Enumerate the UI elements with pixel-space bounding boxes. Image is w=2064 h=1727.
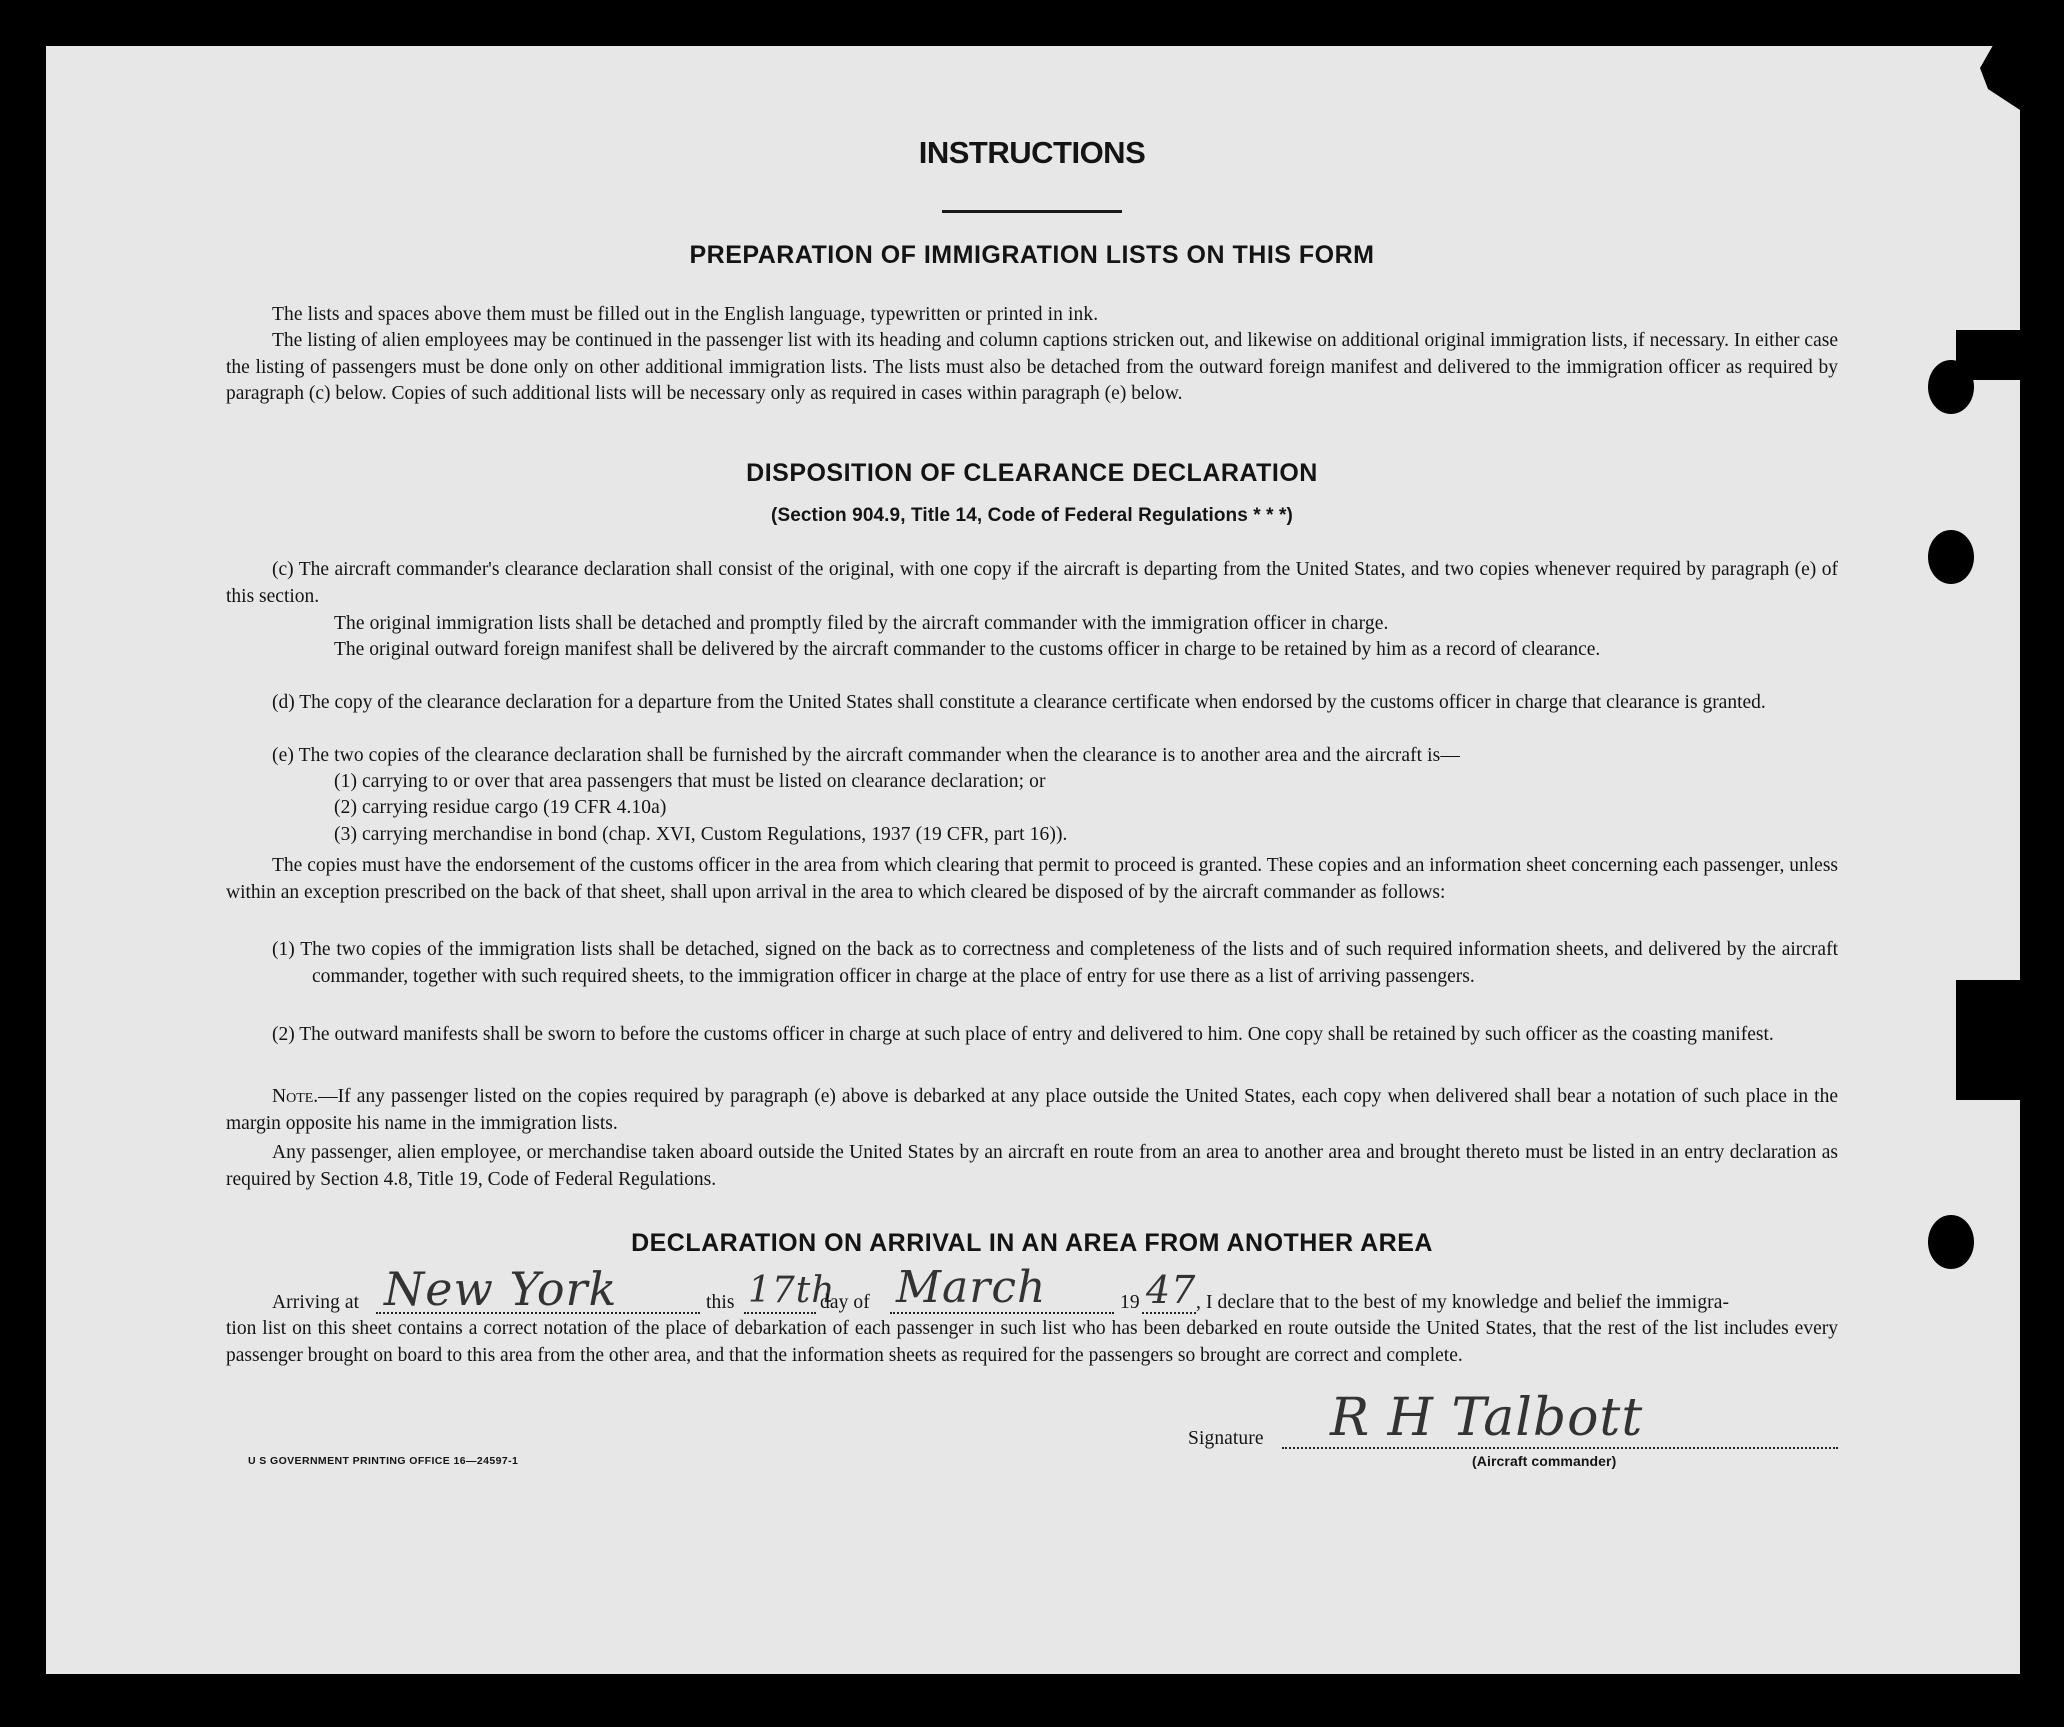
- section-heading: DECLARATION ON ARRIVAL IN AN AREA FROM ANOTHER AREA: [631, 1229, 1433, 1257]
- note-label: Note.: [272, 1086, 319, 1107]
- section-heading: DISPOSITION OF CLEARANCE DECLARATION: [746, 459, 1318, 487]
- list-item: (1) carrying to or over that area passengers that must be listed on clearance declaration; or: [334, 771, 1046, 792]
- page-title: INSTRUCTIONS: [918, 135, 1146, 170]
- arriving-at-value: New York: [384, 1262, 618, 1316]
- list-item: (3) carrying merchandise in bond (chap. XVI, Custom Regulations, 1937 (19 CFR, part 16)).: [334, 824, 1068, 845]
- month-value: March: [896, 1262, 1047, 1313]
- paragraph: (e) The two copies of the clearance declaration shall be furnished by the aircraft commander when the clearance is to another area and the aircraft is—: [272, 745, 1460, 766]
- signature-value: R H Talbott: [1330, 1388, 1644, 1448]
- paragraph: Any passenger, alien employee, or merchandise taken aboard outside the United States by an aircraft en route from an area to another area and brought thereto must be listed in an entry declaration as required by Section 4.8, Title 19, Code of Federal Regulations.: [226, 1142, 1838, 1190]
- list-item: (2) The outward manifests shall be sworn to before the customs officer in charge at such place of entry and delivered to him. One copy shall be retained by such officer as the coasting manifest.: [272, 1024, 1774, 1045]
- this-label: this: [706, 1292, 735, 1313]
- signature-caption: (Aircraft commander): [1472, 1453, 1617, 1469]
- signature-label: Signature: [1188, 1428, 1264, 1449]
- list-item: (1) The two copies of the immigration lists shall be detached, signed on the back as to correctness and completeness of the lists and of such required information sheets, and delivered by the aircraft commander, together with such required sheets, to the immigration officer in charge at the place of entry for use there as a list of arriving passengers.: [272, 939, 1838, 987]
- year-blank: [1142, 1312, 1196, 1314]
- paragraph: (c) The aircraft commander's clearance declaration shall consist of the original, with one copy if the aircraft is departing from the United States, and two copies whenever required by paragraph (e) of this section.: [226, 559, 1838, 607]
- paragraph: The copies must have the endorsement of the customs officer in the area from which clearing that permit to proceed is granted. These copies and an information sheet concerning each passenger, unless within an exception prescribed on the back of that sheet, shall upon arrival in the area to which cleared be disposed of by the aircraft commander as follows:: [226, 855, 1838, 903]
- note-paragraph: [226, 1084, 1838, 1137]
- declaration-text: tion list on this sheet contains a correct notation of the place of debarkation of each passenger in such list who has been debarked en route outside the United States, that the rest of the list includes every passenger brought on board to this area from the other area, and that the information sheets as required for the passengers so brought are correct and complete.: [226, 1318, 1838, 1366]
- declaration-text: , I declare that to the best of my knowledge and belief the immigra-: [1196, 1292, 1730, 1313]
- paragraph: The lists and spaces above them must be filled out in the English language, typewritten or printed in ink.: [272, 304, 1099, 325]
- paragraph: (d) The copy of the clearance declaration for a departure from the United States shall constitute a clearance certificate when endorsed by the customs officer in charge that clearance is granted.: [272, 692, 1766, 713]
- year-prefix: 19: [1120, 1292, 1140, 1313]
- day-of-label: day of: [820, 1292, 870, 1313]
- punch-hole: [1928, 360, 1974, 414]
- section-heading: PREPARATION OF IMMIGRATION LISTS ON THIS FORM: [689, 241, 1375, 269]
- title-underline: [942, 210, 1122, 213]
- section-subheading: (Section 904.9, Title 14, Code of Federal Regulations * * *): [771, 505, 1293, 526]
- note-text: —If any passenger listed on the copies required by paragraph (e) above is debarked at any place outside the United States, each copy when delivered shall bear a notation of such place in the margin opposite his name in the immigration lists.: [226, 1086, 1838, 1134]
- punch-hole: [1928, 530, 1974, 584]
- arriving-at-label: Arriving at: [272, 1292, 360, 1313]
- day-blank: [744, 1312, 816, 1314]
- day-value: 17th: [748, 1270, 836, 1311]
- paragraph: The listing of alien employees may be continued in the passenger list with its heading and column captions stricken out, and likewise on additional original immigration lists, if necessary. In either case the listing of passengers must be done only on other additional immigration lists. The lists must also be detached from the outward foreign manifest and delivered to the immigration officer as required by paragraph (c) below. Copies of such additional lists will be necessary only as required in cases within paragraph (e) below.: [226, 330, 1838, 405]
- edge-damage: [1956, 980, 2020, 1100]
- printer-imprint: U S GOVERNMENT PRINTING OFFICE 16—24597-1: [248, 1455, 519, 1467]
- paragraph: The original outward foreign manifest shall be delivered by the aircraft commander to the customs officer in charge to be retained by him as a record of clearance.: [334, 639, 1601, 660]
- paragraph: The original immigration lists shall be detached and promptly filed by the aircraft commander with the immigration officer in charge.: [334, 613, 1389, 634]
- year-value: 47: [1146, 1268, 1197, 1312]
- list-item: (2) carrying residue cargo (19 CFR 4.10a): [334, 797, 667, 818]
